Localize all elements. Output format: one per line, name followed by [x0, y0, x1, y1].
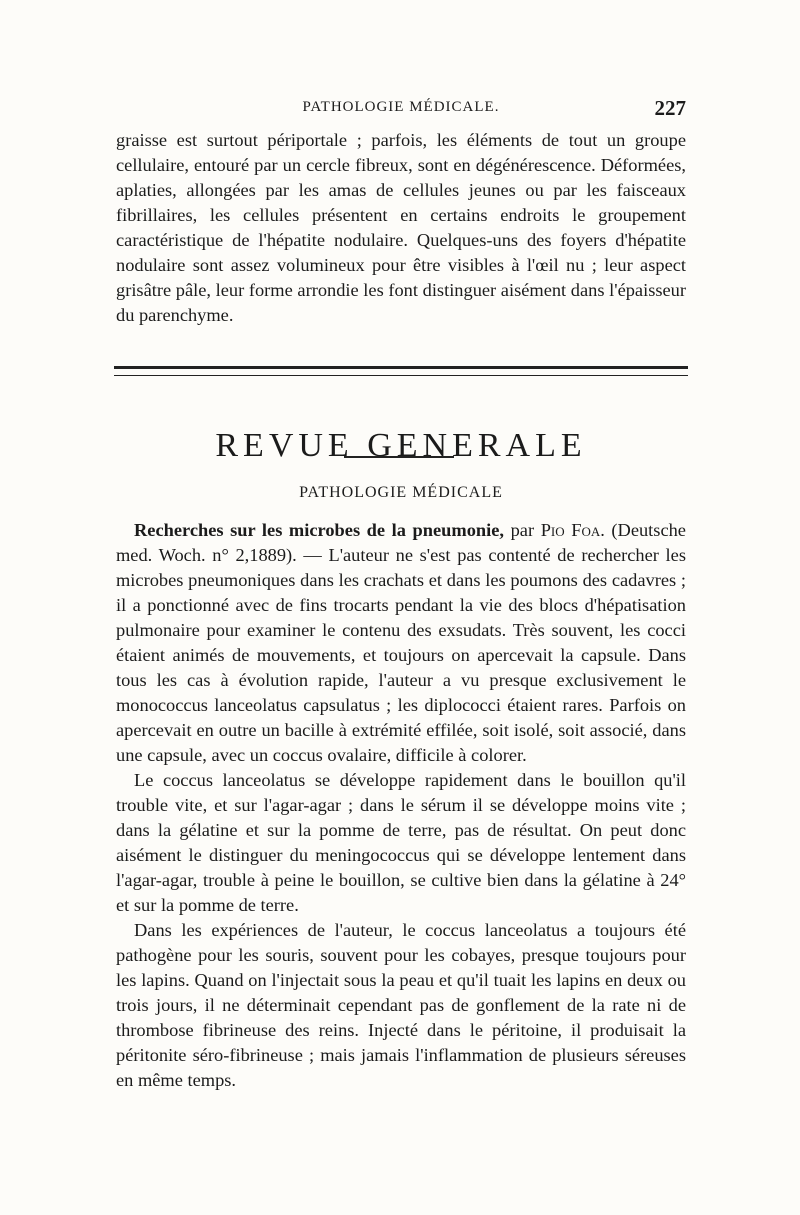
- article-paragraph-2: Le coccus lanceolatus se développe rapidement dans le bouillon qu'il trouble vite, et sur l'agar-agar ; dans le sérum il se développe moins vite ; dans la gélatine et sur la pomme de terre, pas de résultat. On peut donc aisément le distinguer du meningococcus qui se développe lentement dans l'agar-agar, trouble à peine le bouillon, se cultive bien dans la gélatine à 24° et sur la pomme de terre.: [116, 770, 686, 915]
- running-head: [116, 96, 686, 122]
- section-title: REVUE GENERALE: [215, 426, 587, 464]
- article-paragraph-3: Dans les expériences de l'auteur, le coccus lanceolatus a toujours été pathogène pour les souris, souvent pour les cobayes, presque toujours pour les lapins. Quand on l'injectait sous la peau et qu'il tuait les lapins en deux ou trois jours, il ne déterminait cependant pas de gonflement de la rate ni de thrombose fibrineuse des reins. Injecté dans le péritoine, il produisait la péritonite séro-fibrineuse ; mais jamais l'inflammation de plusieurs séreuses en même temps.: [116, 920, 686, 1090]
- page-number: 227: [654, 96, 686, 120]
- article-title: Recherches sur les microbes de la pneumonie,: [134, 520, 505, 540]
- double-rule-divider: [114, 366, 688, 376]
- short-rule-divider: [344, 456, 454, 458]
- top-paragraph: graisse est surtout périportale ; parfois, les éléments de tout un groupe cellulaire, entouré par un cercle fibreux, sont en dégénérescence. Déformées, aplaties, allongées par les amas de cellules jeunes ou par les faisceaux fibrillaires, les cellules présentent en certains endroits le groupement caractéristique de l'hépatite nodulaire. Quelques-uns des foyers d'hépatite nodulaire sont assez volumineux pour être visibles à l'œil nu ; leur aspect grisâtre pâle, leur forme arrondie les font distinguer aisément dans l'épaisseur du parenchyme.: [116, 130, 686, 325]
- article-body: [116, 518, 686, 1093]
- top-paragraph-block: [116, 128, 686, 328]
- section-subtitle: PATHOLOGIE MÉDICALE: [299, 484, 503, 501]
- article-citation: (Deutsche med. Woch. n° 2,1889). — L'auteur ne s'est pas contenté de rechercher les microbes pneumoniques dans les crachats et dans les poumons des cadavres ; il a ponctionné avec de fins trocarts pendant la vie des blocs d'hépatisation pulmonaire pour examiner le contenu des exsudats. Très souvent, les cocci étaient animés de mouvements, et toujours on apercevait la capsule. Dans tous les cas à évolution rapide, l'auteur a vu presque exclusivement le monococcus lanceolatus capsulatus ; les diplococci étaient rares. Parfois on apercevait en outre un bacille à extrémité effilée, soit isolé, soit associé, dans une capsule, avec un coccus ovalaire, difficile à colorer.: [116, 520, 686, 765]
- article-paragraph-1: [116, 518, 686, 768]
- running-title: PATHOLOGIE MÉDICALE.: [302, 99, 500, 115]
- article-author: Pio Foa.: [540, 520, 605, 540]
- article-by: par: [510, 520, 535, 540]
